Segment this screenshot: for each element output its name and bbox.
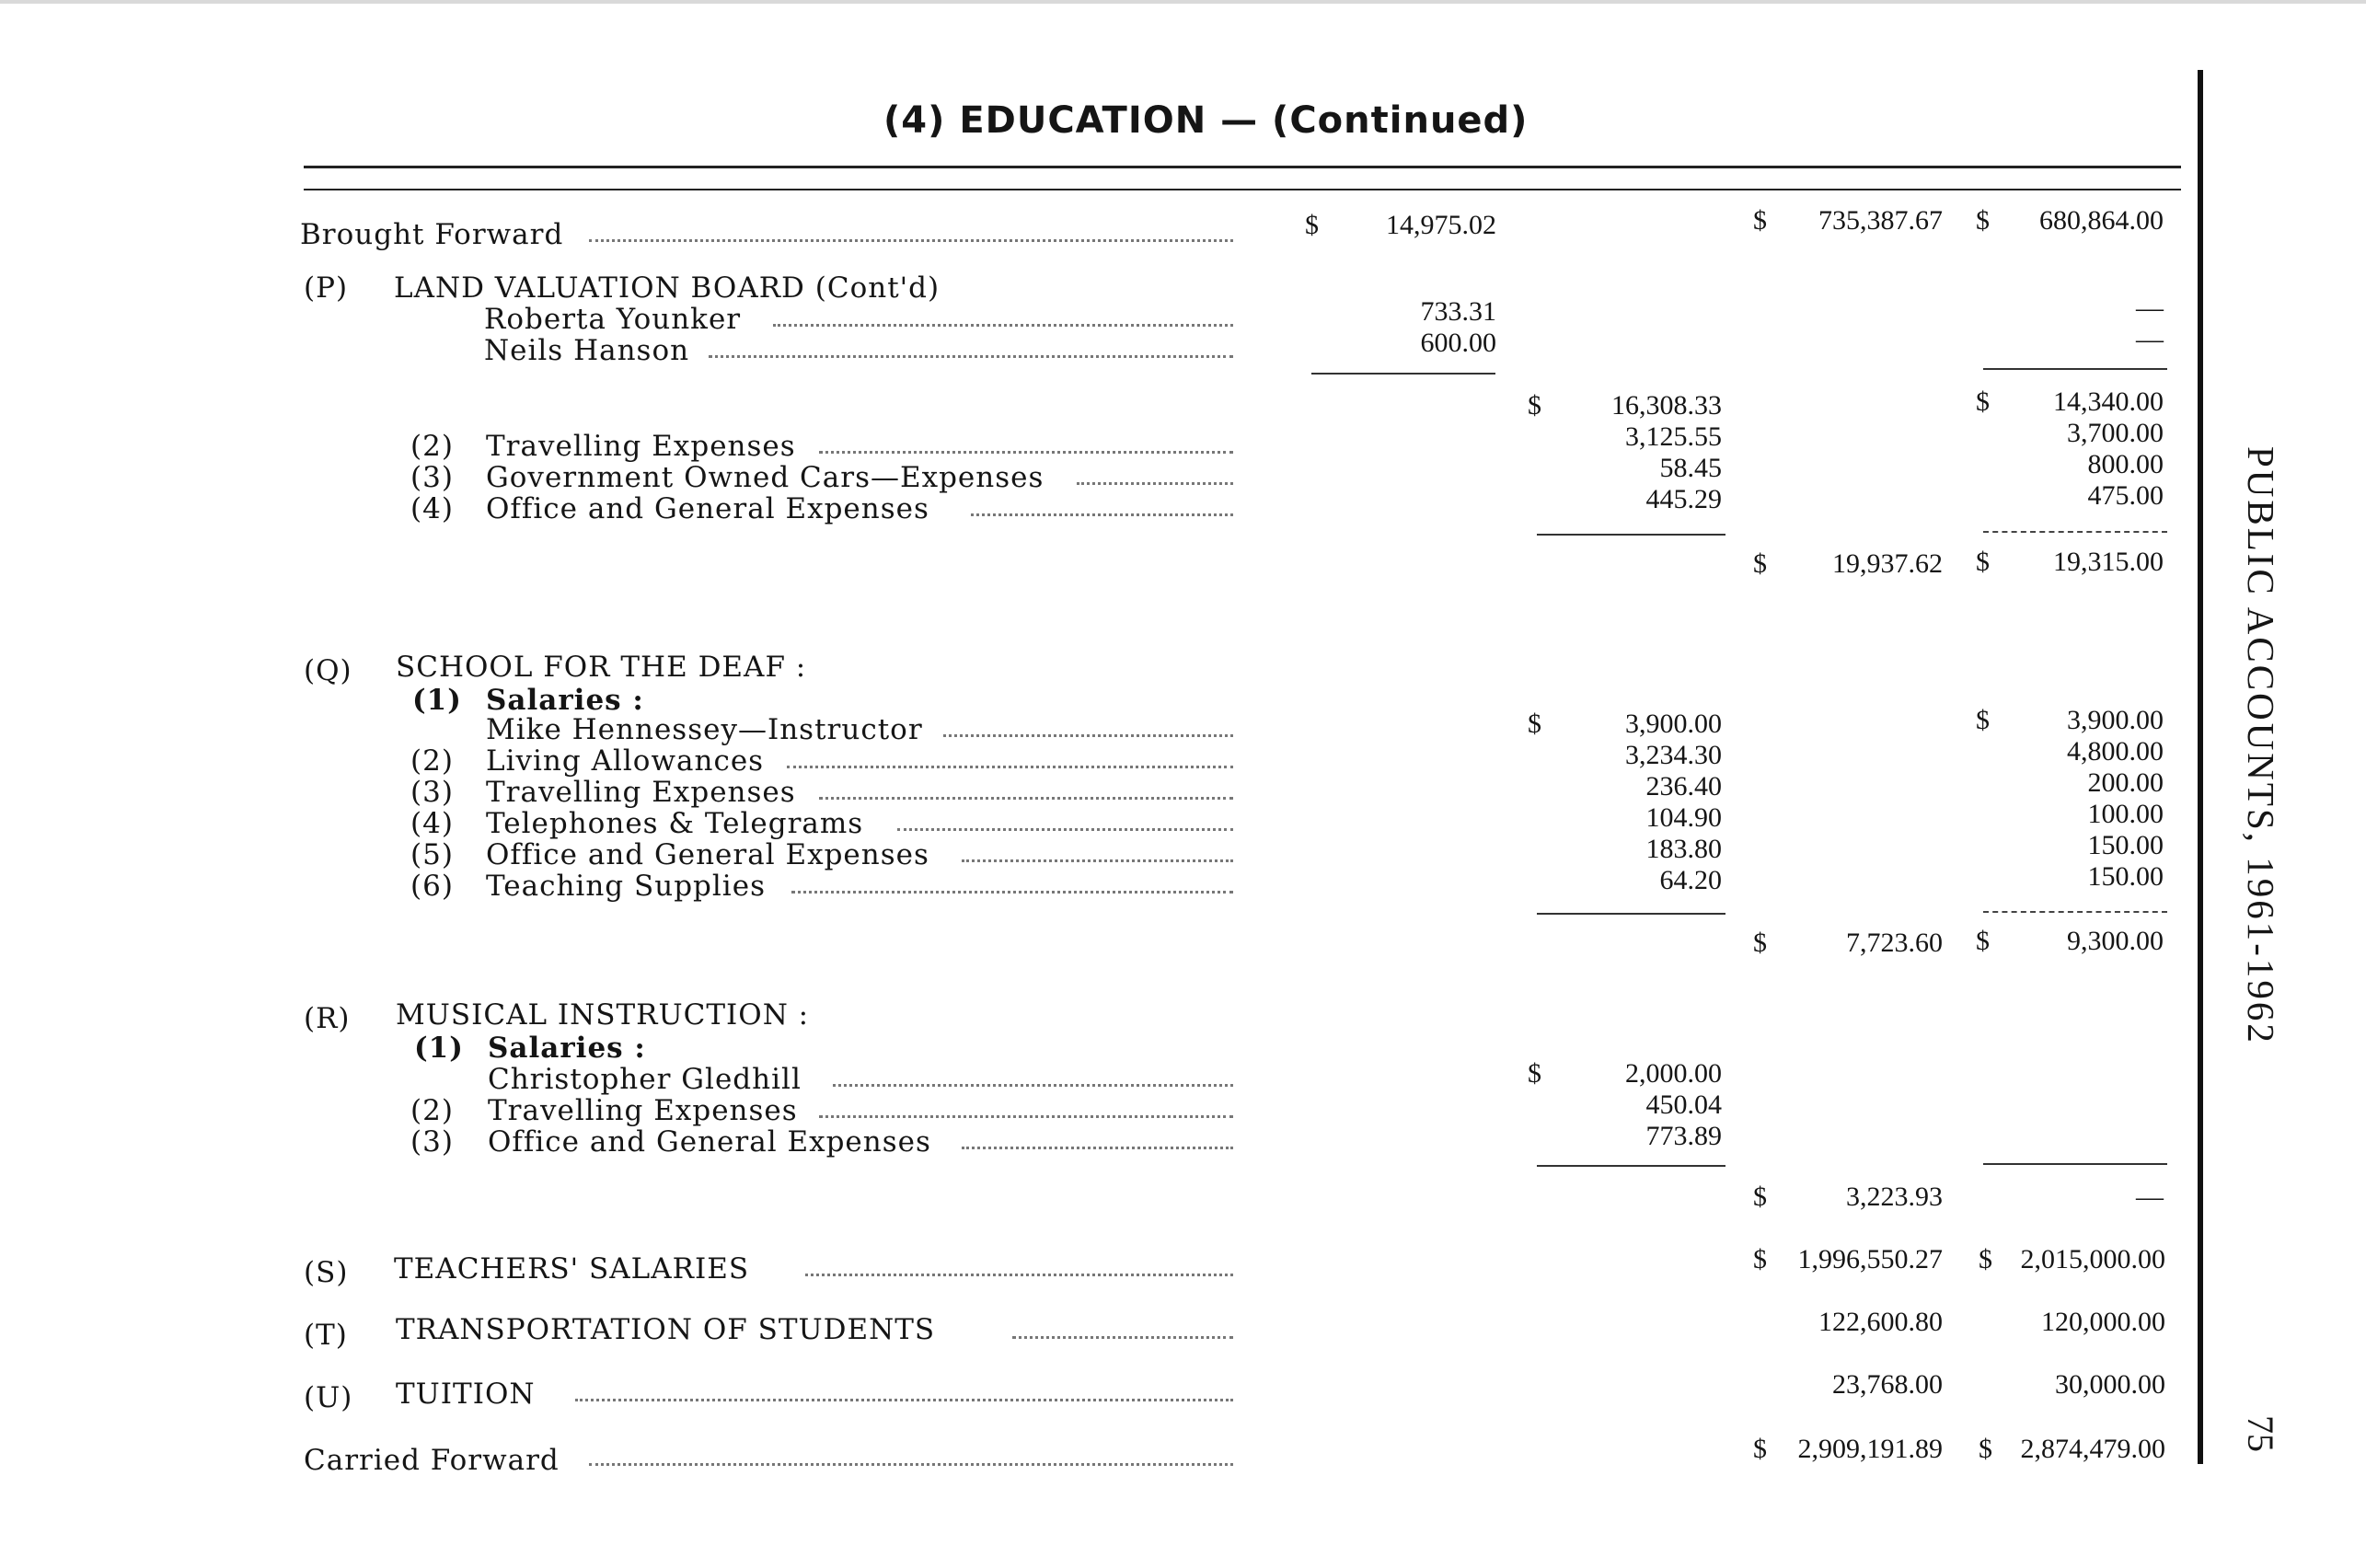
item-label: Office and General Expenses xyxy=(486,492,929,525)
side-header: PUBLIC ACCOUNTS, 1961-1962 xyxy=(2240,446,2282,1045)
section-letter: (U) xyxy=(304,1381,353,1414)
amount-col4: 3,900.00 xyxy=(2067,705,2164,735)
subtotal-rule xyxy=(1983,531,2167,533)
subheading: Salaries : xyxy=(488,1032,646,1065)
leader-dots xyxy=(897,828,1233,831)
amount-col1: 600.00 xyxy=(1420,328,1496,358)
amount-col4: 2,015,000.00 xyxy=(2020,1244,2165,1274)
section-label: TUITION xyxy=(396,1378,536,1411)
amount-col4: 100.00 xyxy=(2087,799,2164,829)
section-total-col3: 19,937.62 xyxy=(1832,548,1943,579)
amount-col4: — xyxy=(2136,293,2164,323)
amount-col4: 200.00 xyxy=(2087,767,2164,798)
item-number: (5) xyxy=(410,838,454,871)
leader-dots xyxy=(962,1147,1233,1149)
dollar-sign: $ xyxy=(1753,928,1767,958)
dollar-sign: $ xyxy=(1753,1244,1767,1274)
amount-col2: 773.89 xyxy=(1645,1121,1722,1151)
dollar-sign: $ xyxy=(1976,926,1990,956)
header-rule-top xyxy=(304,166,2181,168)
section-total-col4: 19,315.00 xyxy=(2053,547,2164,577)
amount-col3: 23,768.00 xyxy=(1832,1369,1943,1400)
item-label: Travelling Expenses xyxy=(486,430,796,463)
leader-dots xyxy=(1077,482,1233,485)
person-name: Neils Hanson xyxy=(484,334,690,367)
item-number: (1) xyxy=(412,684,462,717)
carried-forward-col3: 2,909,191.89 xyxy=(1797,1434,1943,1464)
leader-dots xyxy=(709,355,1233,358)
section-heading: SCHOOL FOR THE DEAF : xyxy=(396,651,807,684)
header-rule-bottom xyxy=(304,189,2181,190)
subtotal-rule xyxy=(1537,534,1725,536)
dollar-sign: $ xyxy=(1979,1434,1992,1464)
leader-dots xyxy=(589,239,1233,242)
leader-dots xyxy=(819,1115,1233,1118)
scan-edge xyxy=(0,0,2366,4)
subtotal-rule xyxy=(1537,913,1725,915)
dollar-sign: $ xyxy=(1528,709,1541,739)
subtotal-rule xyxy=(1537,1165,1725,1167)
section-heading: MUSICAL INSTRUCTION : xyxy=(396,998,810,1032)
section-letter: (P) xyxy=(304,271,349,305)
amount-col4: 150.00 xyxy=(2087,830,2164,860)
item-number: (4) xyxy=(410,492,454,525)
leader-dots xyxy=(962,859,1233,862)
dollar-sign: $ xyxy=(1976,705,1990,735)
amount-col2: 104.90 xyxy=(1645,802,1722,833)
item-label: Travelling Expenses xyxy=(488,1094,798,1127)
leader-dots xyxy=(1012,1336,1233,1339)
carried-forward-label: Carried Forward xyxy=(304,1444,560,1477)
item-number: (3) xyxy=(410,1125,454,1159)
leader-dots xyxy=(773,324,1233,327)
margin-rule xyxy=(2198,70,2203,1464)
amount-col2: 58.45 xyxy=(1659,453,1722,483)
leader-dots xyxy=(819,797,1233,800)
brought-forward-label: Brought Forward xyxy=(300,218,564,251)
dollar-sign: $ xyxy=(1753,1434,1767,1464)
item-label: Office and General Expenses xyxy=(486,838,929,871)
leader-dots xyxy=(943,734,1233,737)
amount-col3: 1,996,550.27 xyxy=(1797,1244,1943,1274)
amount-col4: 30,000.00 xyxy=(2055,1369,2165,1400)
dollar-sign: $ xyxy=(1979,1244,1992,1274)
amount-col2: 450.04 xyxy=(1645,1090,1722,1120)
amount-col2: 3,900.00 xyxy=(1625,709,1722,739)
section-label: TEACHERS' SALARIES xyxy=(394,1252,750,1286)
dollar-sign: $ xyxy=(1305,210,1319,240)
section-letter: (Q) xyxy=(304,654,352,687)
leader-dots xyxy=(589,1463,1233,1466)
leader-dots xyxy=(787,766,1233,768)
item-number: (3) xyxy=(410,461,454,494)
carried-forward-col4: 2,874,479.00 xyxy=(2020,1434,2165,1464)
dollar-sign: $ xyxy=(1528,390,1541,421)
section-label: TRANSPORTATION OF STUDENTS xyxy=(396,1313,936,1346)
leader-dots xyxy=(833,1084,1233,1087)
item-number: (2) xyxy=(410,430,454,463)
section-total-col3: 3,223.93 xyxy=(1846,1182,1943,1212)
person-name: Roberta Younker xyxy=(484,303,742,336)
section-total-col3: 7,723.60 xyxy=(1846,928,1943,958)
dollar-sign: $ xyxy=(1976,205,1990,236)
leader-dots xyxy=(575,1399,1233,1401)
leader-dots xyxy=(791,891,1233,894)
item-label: Travelling Expenses xyxy=(486,776,796,809)
amount-col4: 4,800.00 xyxy=(2067,736,2164,767)
subtotal-rule xyxy=(1983,368,2167,370)
item-label: Government Owned Cars—Expenses xyxy=(486,461,1045,494)
amount-col2: 64.20 xyxy=(1659,865,1722,895)
item-number: (6) xyxy=(410,870,454,903)
item-number: (4) xyxy=(410,807,454,840)
amount-col2: 183.80 xyxy=(1645,834,1722,864)
dollar-sign: $ xyxy=(1528,1058,1541,1089)
leader-dots xyxy=(819,451,1233,454)
section-letter: (R) xyxy=(304,1002,351,1035)
brought-forward-col1: 14,975.02 xyxy=(1386,210,1496,240)
section-total-col4: 9,300.00 xyxy=(2067,926,2164,956)
subtotal-rule xyxy=(1983,1163,2167,1165)
amount-col2: 3,234.30 xyxy=(1625,740,1722,770)
amount-col4: 14,340.00 xyxy=(2053,386,2164,417)
amount-col4: 475.00 xyxy=(2087,480,2164,511)
amount-col2: 16,308.33 xyxy=(1611,390,1722,421)
page-number: 75 xyxy=(2240,1415,2281,1452)
section-heading: LAND VALUATION BOARD (Cont'd) xyxy=(394,271,941,305)
dollar-sign: $ xyxy=(1753,1182,1767,1212)
amount-col4: 3,700.00 xyxy=(2067,418,2164,448)
dollar-sign: $ xyxy=(1753,205,1767,236)
amount-col2: 236.40 xyxy=(1645,771,1722,801)
amount-col4: 120,000.00 xyxy=(2041,1307,2165,1337)
amount-col4: 800.00 xyxy=(2087,449,2164,479)
amount-col3: 122,600.80 xyxy=(1818,1307,1943,1337)
amount-col2: 2,000.00 xyxy=(1625,1058,1722,1089)
brought-forward-col4: 680,864.00 xyxy=(2039,205,2164,236)
section-letter: (T) xyxy=(304,1319,348,1352)
dollar-sign: $ xyxy=(1976,547,1990,577)
item-number: (3) xyxy=(410,776,454,809)
amount-col4: 150.00 xyxy=(2087,861,2164,892)
dollar-sign: $ xyxy=(1976,386,1990,417)
amount-col2: 445.29 xyxy=(1645,484,1722,514)
leader-dots xyxy=(805,1274,1233,1276)
item-number: (2) xyxy=(410,1094,454,1127)
item-label: Mike Hennessey—Instructor xyxy=(486,713,923,746)
leader-dots xyxy=(971,513,1233,516)
brought-forward-col3: 735,387.67 xyxy=(1818,205,1943,236)
amount-col2: 3,125.55 xyxy=(1625,421,1722,452)
item-label: Telephones & Telegrams xyxy=(486,807,864,840)
amount-col1: 733.31 xyxy=(1420,296,1496,327)
subtotal-rule xyxy=(1983,911,2167,913)
item-label: Office and General Expenses xyxy=(488,1125,931,1159)
subtotal-rule xyxy=(1311,373,1495,375)
section-total-col4: — xyxy=(2136,1182,2164,1212)
amount-col4: — xyxy=(2136,324,2164,354)
item-label: Living Allowances xyxy=(486,744,765,778)
section-letter: (S) xyxy=(304,1256,349,1289)
item-label: Teaching Supplies xyxy=(486,870,766,903)
dollar-sign: $ xyxy=(1753,548,1767,579)
item-label: Christopher Gledhill xyxy=(488,1063,802,1096)
item-number: (2) xyxy=(410,744,454,778)
item-number: (1) xyxy=(414,1032,464,1065)
page-title: (4) EDUCATION — (Continued) xyxy=(883,99,1529,142)
subheading: Salaries : xyxy=(486,684,644,717)
